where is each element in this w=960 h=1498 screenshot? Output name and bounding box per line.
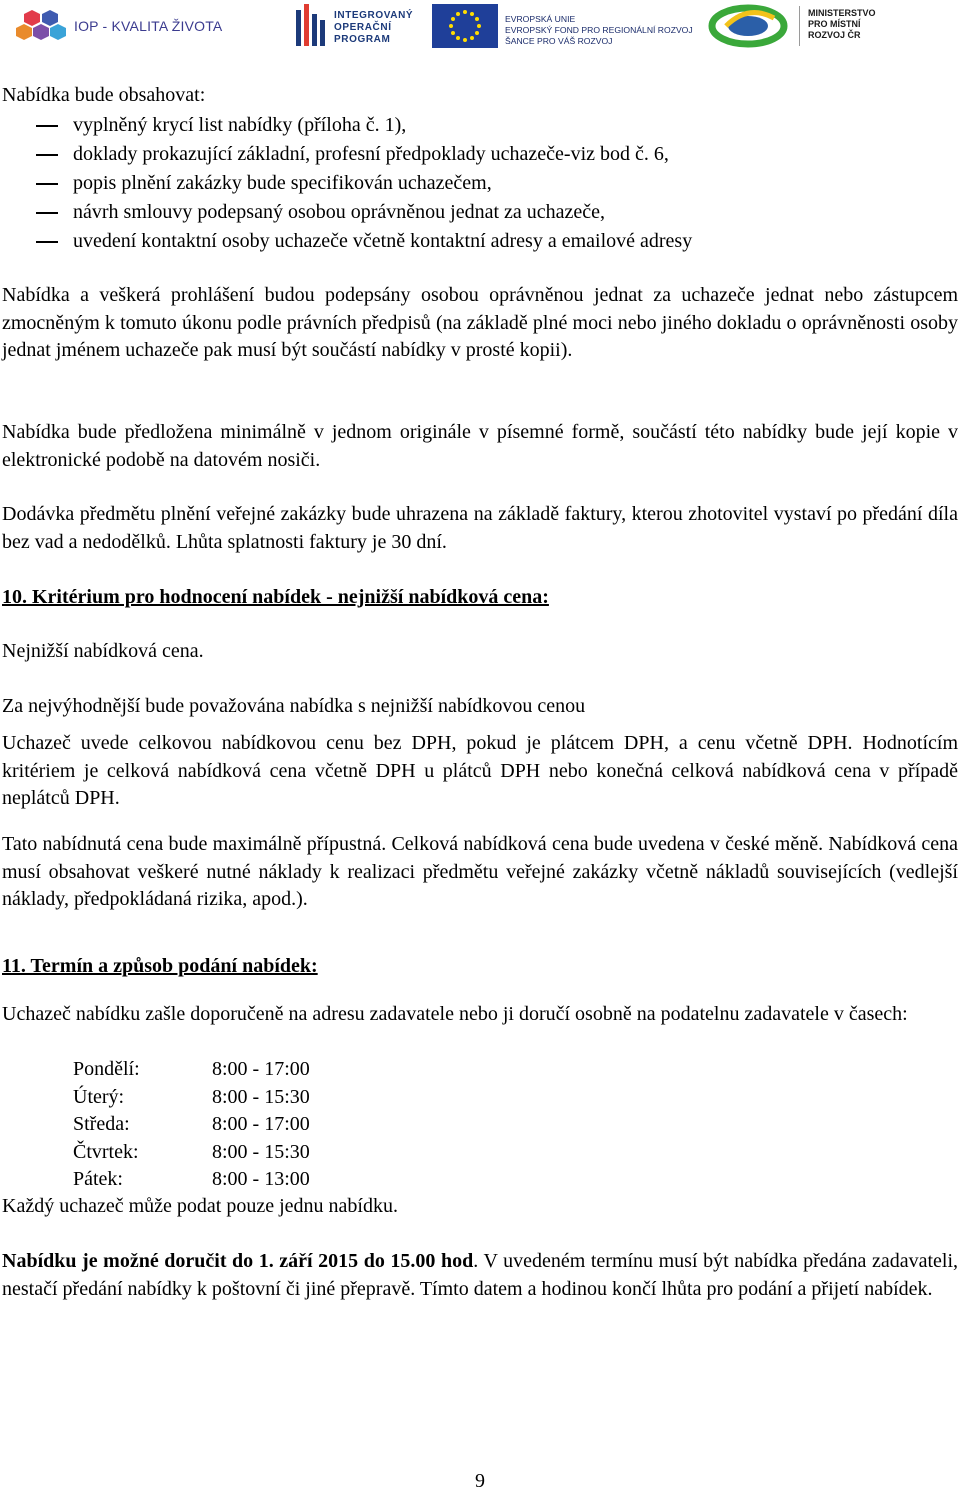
list-item [0,198,960,227]
paragraph-original: Nabídka bude předložena minimálně v jednom originále v písemné formě, součástí této nabídky bude její kopie v elektronické podobě na datovém nosiči. [2,421,958,471]
paragraph-send-offer: Uchazeč nabídku zašle doporučeně na adresu zadavatele nebo ji doručí osobně na podatelnu zadavatele v časech: [2,1003,908,1025]
dash-bullet-icon [36,241,58,243]
schedule-time: 8:00 - 15:30 [212,1140,310,1163]
ministry-text-line-1: MINISTERSTVO [808,8,876,18]
intro-text: Nabídka bude obsahovat: [2,84,206,106]
ministry-text-line-3: ROZVOJ ČR [808,30,861,40]
schedule-time: 8:00 - 13:00 [212,1168,310,1190]
integrated-program-line-2: OPERAČNÍ [334,22,392,33]
ministry-swirl-icon [708,2,796,48]
eu-flag-icon [432,4,498,48]
ministry-logo-text [808,8,876,41]
deadline-bold-text: Nabídku je možné doručit do 1. září 2015 do 15.00 hod [2,1250,474,1272]
schedule-day: Čtvrtek: [73,1140,139,1163]
paragraph-price-dph: Uchazeč uvede celkovou nabídkovou cenu bez DPH, pokud je plátcem DPH, a cenu včetně DPH. Hodnotícím kritériem je celková nabídková cena včetně DPH u plátců DPH nebo konečná celková nabídková cena v případě neplátců DPH. [2,732,958,809]
iop-logo-text: IOP - KVALITA ŽIVOTA [74,18,223,34]
list-item [0,227,960,256]
integrated-program-line-3: PROGRAM [334,34,391,45]
eu-text-line-1: EVROPSKÁ UNIE [505,14,576,24]
paragraph-lowest-price: Nejnižší nabídková cena. [2,640,204,662]
list-item-text: uvedení kontaktní osoby uchazeče včetně kontaktní adresy a emailové adresy [73,230,693,252]
schedule-day: Úterý: [73,1085,125,1108]
ministry-logo [708,2,888,50]
list-item [0,169,960,198]
schedule-time: 8:00 - 15:30 [212,1085,310,1108]
paragraph-signature: Nabídka a veškerá prohlášení budou podepsány osobou oprávněnou jednat za uchazeče jednat nebo zástupcem zmocněným k tomuto úkonu podle právních předpisů (na základě plné moci nebo jiného dokladu o oprávněnosti osoby jednat jménem uchazeče pak musí být součástí nabídky v prosté kopii). [2,284,958,361]
eu-text-line-2: EVROPSKÝ FOND PRO REGIONÁLNÍ ROZVOJ [505,25,693,35]
section-10-heading: 10. Kritérium pro hodnocení nabídek - nejnižší nabídková cena: [2,586,549,608]
schedule-day: Středa: [73,1113,130,1135]
list-item [0,140,960,169]
integrated-program-bars-icon [294,4,330,48]
eu-text-line-3: ŠANCE PRO VÁŠ ROZVOJ [505,36,613,46]
eu-logo [432,4,702,50]
paragraph-best-offer: Za nejvýhodnější bude považována nabídka s nejnižší nabídkovou cenou [2,695,586,717]
list-item-text: doklady prokazující základní, profesní předpoklady uchazeče-viz bod č. 6, [73,143,669,165]
list-item-text: návrh smlouvy podepsaný osobou oprávněnou jednat za uchazeče, [73,201,606,223]
eu-logo-text [505,14,693,47]
integrated-program-line-1: INTEGROVANÝ [334,10,414,21]
list-item-text: popis plnění zakázky bude specifikován uchazečem, [73,172,492,194]
schedule-time: 8:00 - 17:00 [212,1058,310,1080]
list-item-text: vyplněný krycí list nabídky (příloha č. 1), [73,114,407,136]
schedule-day: Pátek: [73,1168,123,1190]
paragraph-deadline [2,1248,958,1303]
schedule-time: 8:00 - 17:00 [212,1113,310,1135]
list-item [0,111,960,140]
integrated-program-logo [294,4,419,50]
offer-contents-list [0,111,960,256]
deadline-rest-text: . V uvedeném termínu musí být nabídka předána zadavateli, nestačí předání nabídky k poštovní či jiné přepravě. Tímto datem a hodinou končí lhůta pro podání a přijetí nabídek. [2,1250,958,1300]
dash-bullet-icon [36,125,58,127]
ministry-text-line-2: PRO MÍSTNÍ [808,19,861,29]
paragraph-one-offer: Každý uchazeč může podat pouze jednu nabídku. [2,1195,398,1217]
dash-bullet-icon [36,154,58,156]
paragraph-max-price: Tato nabídnutá cena bude maximálně přípustná. Celková nabídková cena bude uvedena v české měně. Nabídková cena musí obsahovat veškeré nutné náklady k realizaci předmětu veřejné zakázky včetně nákladů souvisejících (vedlejší náklady, předpokládaná rizika, apod.). [2,833,958,910]
integrated-program-text [334,10,413,46]
section-11-heading: 11. Termín a způsob podání nabídek: [2,955,318,977]
iop-hexagons-icon [16,10,68,44]
header-logo-bar [0,0,960,56]
ministry-separator [799,6,800,46]
dash-bullet-icon [36,183,58,185]
page-number: 9 [475,1470,485,1492]
dash-bullet-icon [36,212,58,214]
paragraph-invoice: Dodávka předmětu plnění veřejné zakázky bude uhrazena na základě faktury, kterou zhotovitel vystaví po předání díla bez vad a nedodělků. Lhůta splatnosti faktury je 30 dní. [2,503,958,553]
schedule-day: Pondělí: [73,1058,140,1080]
iop-logo [16,10,223,44]
